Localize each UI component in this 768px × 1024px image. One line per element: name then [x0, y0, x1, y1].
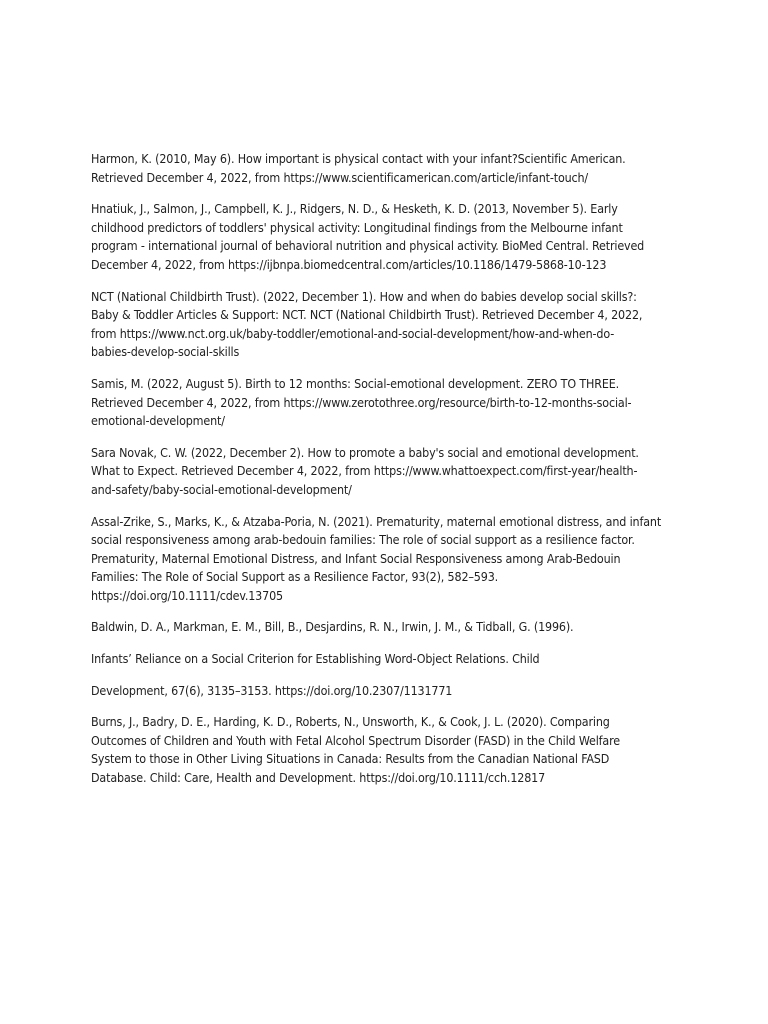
reference-entry [91, 713, 683, 787]
reference-line: social responsiveness among arab-bedouin families: The role of social support as a resilience factor. [91, 532, 635, 548]
reference-line: Outcomes of Children and Youth with Fetal Alcohol Spectrum Disorder (FASD) in the Child Welfare [91, 732, 620, 748]
reference-entry [91, 375, 683, 431]
reference-entry [91, 650, 683, 669]
reference-entry [91, 682, 683, 701]
reference-line: emotional-development/ [91, 413, 225, 429]
reference-line: from https://www.nct.org.uk/baby-toddler/emotional-and-social-development/how-and-when-do- [91, 325, 615, 341]
reference-line: Database. Child: Care, Health and Development. https://doi.org/10.1111/cch.12817 [91, 770, 546, 786]
reference-line: Prematurity, Maternal Emotional Distress, and Infant Social Responsiveness among Arab-Bedouin [91, 550, 621, 566]
reference-line: childhood predictors of toddlers' physical activity: Longitudinal findings from the Melbourne infant [91, 219, 623, 235]
reference-line: Baby & Toddler Articles & Support: NCT. NCT (National Childbirth Trust). Retrieved December 4, 2022, [91, 307, 643, 323]
reference-line: Retrieved December 4, 2022, from https://www.zerotothree.org/resource/birth-to-12-months-social- [91, 394, 632, 410]
reference-line: Development, 67(6), 3135–3153. https://doi.org/10.2307/1131771 [91, 682, 453, 698]
reference-entry [91, 444, 683, 500]
reference-line: Families: The Role of Social Support as a Resilience Factor, 93(2), 582–593. [91, 569, 499, 585]
reference-line: Sara Novak, C. W. (2022, December 2). How to promote a baby's social and emotional development. [91, 444, 639, 460]
reference-line: Burns, J., Badry, D. E., Harding, K. D., Roberts, N., Unsworth, K., & Cook, J. L. (2020). Comparing [91, 714, 610, 730]
reference-line: program - international journal of behavioral nutrition and physical activity. BioMed Central. Retrieved [91, 238, 645, 254]
reference-entry [91, 618, 683, 637]
reference-entry [91, 200, 683, 274]
reference-list [91, 150, 683, 801]
reference-line: Samis, M. (2022, August 5). Birth to 12 months: Social-emotional development. ZERO TO THREE. [91, 375, 620, 391]
reference-line: Infants’ Reliance on a Social Criterion for Establishing Word-Object Relations. Child [91, 651, 540, 667]
reference-line: and-safety/baby-social-emotional-development/ [91, 481, 352, 497]
reference-line: https://doi.org/10.1111/cdev.13705 [91, 587, 283, 603]
reference-line: babies-develop-social-skills [91, 344, 240, 360]
reference-line: NCT (National Childbirth Trust). (2022, December 1). How and when do babies develop social skills?: [91, 288, 637, 304]
reference-line: Assal-Zrike, S., Marks, K., & Atzaba-Poria, N. (2021). Prematurity, maternal emotional distress, and infant [91, 513, 662, 529]
reference-line: What to Expect. Retrieved December 4, 2022, from https://www.whattoexpect.com/first-year/health- [91, 463, 638, 479]
reference-entry [91, 288, 683, 362]
reference-line: December 4, 2022, from https://ijbnpa.biomedcentral.com/articles/10.1186/1479-5868-10-123 [91, 256, 607, 272]
reference-line: Hnatiuk, J., Salmon, J., Campbell, K. J., Ridgers, N. D., & Hesketh, K. D. (2013, November 5). Early [91, 201, 618, 217]
reference-line: Retrieved December 4, 2022, from https://www.scientificamerican.com/article/infant-touch/ [91, 169, 589, 185]
reference-line: Baldwin, D. A., Markman, E. M., Bill, B., Desjardins, R. N., Irwin, J. M., & Tidball, G. (1996). [91, 619, 574, 635]
reference-entry [91, 513, 683, 606]
reference-line: System to those in Other Living Situations in Canada: Results from the Canadian National FASD [91, 751, 610, 767]
reference-entry [91, 150, 683, 187]
reference-line: Harmon, K. (2010, May 6). How important is physical contact with your infant?Scientific American. [91, 151, 626, 166]
